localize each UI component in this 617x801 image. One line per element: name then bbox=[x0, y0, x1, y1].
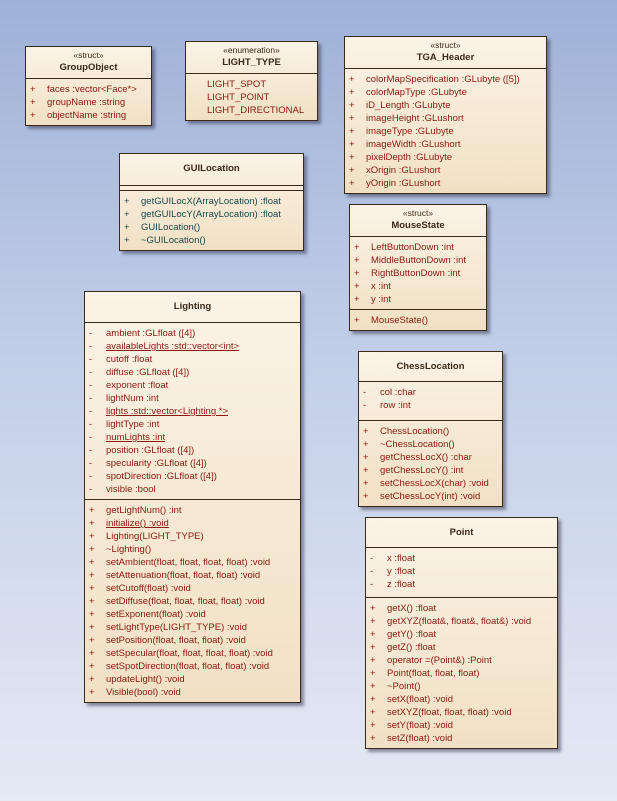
member-row[interactable] bbox=[366, 615, 557, 628]
class-box-mousestate[interactable] bbox=[349, 204, 487, 331]
member-row[interactable] bbox=[85, 595, 300, 608]
visibility-marker: + bbox=[89, 544, 95, 555]
member-row[interactable] bbox=[366, 628, 557, 641]
visibility-marker: + bbox=[30, 97, 36, 108]
member-row[interactable] bbox=[359, 451, 502, 464]
member-row[interactable] bbox=[85, 457, 300, 470]
member-text: ~Lighting() bbox=[106, 544, 152, 555]
visibility-marker: + bbox=[349, 178, 355, 189]
member-text: getX() :float bbox=[387, 603, 437, 614]
member-text: ambient :GLfloat ([4]) bbox=[106, 328, 196, 339]
visibility-marker: + bbox=[370, 655, 376, 666]
member-row[interactable] bbox=[359, 490, 502, 503]
attributes-section bbox=[366, 547, 557, 597]
member-text: setCutoff(float) :void bbox=[106, 583, 191, 594]
member-text: setPosition(float, float, float) :void bbox=[106, 635, 246, 646]
visibility-marker: + bbox=[354, 294, 360, 305]
member-row[interactable] bbox=[85, 444, 300, 457]
member-row[interactable] bbox=[366, 578, 557, 591]
class-name: GroupObject bbox=[59, 62, 118, 73]
visibility-marker: + bbox=[89, 635, 95, 646]
member-text: objectName :string bbox=[47, 110, 127, 121]
member-row[interactable] bbox=[120, 195, 303, 208]
visibility-marker: - bbox=[89, 471, 93, 482]
class-box-lighting[interactable] bbox=[84, 291, 301, 703]
visibility-marker: + bbox=[370, 603, 376, 614]
visibility-marker: + bbox=[124, 196, 130, 207]
member-text: LeftButtonDown :int bbox=[371, 242, 454, 253]
member-text: operator =(Point&) :Point bbox=[387, 655, 492, 666]
member-row[interactable] bbox=[85, 392, 300, 405]
member-row[interactable] bbox=[85, 608, 300, 621]
operations-section bbox=[350, 309, 486, 330]
class-header bbox=[85, 292, 300, 322]
member-text: initialize() :void bbox=[106, 518, 169, 529]
visibility-marker: - bbox=[89, 406, 93, 417]
member-text: numLights :int bbox=[106, 432, 166, 443]
visibility-marker: + bbox=[349, 126, 355, 137]
member-text: updateLight() :void bbox=[106, 674, 185, 685]
operations-section bbox=[120, 190, 303, 250]
member-text: getLightNum() :int bbox=[106, 505, 182, 516]
attributes-section bbox=[85, 322, 300, 499]
visibility-marker: + bbox=[370, 681, 376, 692]
member-text: xOrigin :GLushort bbox=[366, 165, 441, 176]
member-row[interactable] bbox=[85, 431, 300, 444]
class-header bbox=[186, 42, 317, 73]
member-row[interactable] bbox=[85, 621, 300, 634]
visibility-marker: - bbox=[89, 419, 93, 430]
enum-literal[interactable]: LIGHT_SPOT bbox=[207, 79, 267, 90]
member-text: getXYZ(float&, float&, float&) :void bbox=[387, 616, 532, 627]
member-text: setZ(float) :void bbox=[387, 733, 453, 744]
member-text: ChessLocation() bbox=[380, 426, 450, 437]
member-text: getGUILocX(ArrayLocation) :float bbox=[141, 196, 281, 207]
class-header bbox=[359, 352, 502, 381]
class-header bbox=[366, 518, 557, 547]
visibility-marker: + bbox=[349, 87, 355, 98]
member-row[interactable] bbox=[85, 405, 300, 418]
attributes-section bbox=[350, 236, 486, 309]
member-row[interactable] bbox=[366, 602, 557, 615]
visibility-marker: - bbox=[89, 341, 93, 352]
member-text: imageWidth :GLushort bbox=[366, 139, 461, 150]
visibility-marker: + bbox=[89, 596, 95, 607]
member-text: setDiffuse(float, float, float, float) :void bbox=[106, 596, 265, 607]
member-row[interactable] bbox=[26, 109, 151, 122]
member-row[interactable] bbox=[85, 340, 300, 353]
class-name: GUILocation bbox=[183, 163, 240, 174]
visibility-marker: + bbox=[349, 152, 355, 163]
visibility-marker: + bbox=[370, 720, 376, 731]
member-text: Visible(bool) :void bbox=[106, 687, 181, 698]
member-row[interactable] bbox=[120, 208, 303, 221]
member-row[interactable] bbox=[366, 680, 557, 693]
visibility-marker: + bbox=[354, 255, 360, 266]
visibility-marker: + bbox=[89, 609, 95, 620]
member-row[interactable] bbox=[26, 96, 151, 109]
member-row[interactable] bbox=[85, 556, 300, 569]
member-row[interactable] bbox=[85, 686, 300, 699]
member-row[interactable] bbox=[345, 125, 546, 138]
member-row[interactable] bbox=[350, 280, 486, 293]
member-row[interactable] bbox=[85, 470, 300, 483]
member-text: imageType :GLubyte bbox=[366, 126, 454, 137]
visibility-marker: - bbox=[89, 393, 93, 404]
member-row[interactable] bbox=[120, 234, 303, 247]
visibility-marker: + bbox=[370, 733, 376, 744]
visibility-marker: - bbox=[89, 367, 93, 378]
member-text: position :GLfloat ([4]) bbox=[106, 445, 195, 456]
member-text: setX(float) :void bbox=[387, 694, 453, 705]
member-row[interactable] bbox=[366, 641, 557, 654]
visibility-marker: + bbox=[363, 465, 369, 476]
visibility-marker: + bbox=[89, 531, 95, 542]
visibility-marker: + bbox=[89, 661, 95, 672]
member-row[interactable] bbox=[85, 366, 300, 379]
member-row[interactable] bbox=[345, 151, 546, 164]
visibility-marker: - bbox=[89, 354, 93, 365]
visibility-marker: - bbox=[370, 566, 374, 577]
member-text: cutoff :float bbox=[106, 354, 153, 365]
member-text: colorMapSpecification :GLubyte ([5]) bbox=[366, 74, 520, 85]
member-text: ~Point() bbox=[387, 681, 421, 692]
member-row[interactable] bbox=[85, 647, 300, 660]
member-text: setChessLocX(char) :void bbox=[380, 478, 489, 489]
member-text: col :char bbox=[380, 387, 416, 398]
member-text: z :float bbox=[387, 579, 415, 590]
visibility-marker: - bbox=[89, 380, 93, 391]
member-text: colorMapType :GLubyte bbox=[366, 87, 467, 98]
member-row[interactable] bbox=[359, 425, 502, 438]
member-row[interactable] bbox=[345, 73, 546, 86]
visibility-marker: - bbox=[89, 458, 93, 469]
member-row[interactable] bbox=[85, 517, 300, 530]
class-name: Lighting bbox=[173, 301, 212, 312]
member-row[interactable] bbox=[345, 177, 546, 190]
visibility-marker: + bbox=[370, 616, 376, 627]
visibility-marker: - bbox=[370, 579, 374, 590]
member-text: RightButtonDown :int bbox=[371, 268, 461, 279]
visibility-marker: + bbox=[89, 674, 95, 685]
visibility-marker: + bbox=[30, 110, 36, 121]
visibility-marker: + bbox=[89, 622, 95, 633]
member-text: setSpecular(float, float, float, float) :void bbox=[106, 648, 273, 659]
member-row[interactable] bbox=[359, 399, 502, 412]
member-row[interactable] bbox=[345, 86, 546, 99]
member-text: spotDirection :GLfloat ([4]) bbox=[106, 471, 217, 482]
member-text: specularity :GLfloat ([4]) bbox=[106, 458, 207, 469]
member-row[interactable] bbox=[350, 314, 486, 327]
visibility-marker: + bbox=[354, 242, 360, 253]
visibility-marker: + bbox=[363, 426, 369, 437]
member-text: row :int bbox=[380, 400, 411, 411]
visibility-marker: - bbox=[89, 432, 93, 443]
member-row[interactable] bbox=[345, 112, 546, 125]
class-name: MouseState bbox=[391, 220, 445, 231]
member-row[interactable] bbox=[350, 254, 486, 267]
attributes-section bbox=[345, 68, 546, 193]
class-header bbox=[26, 47, 151, 78]
member-text: lights :std::vector<Lighting *> bbox=[106, 406, 228, 417]
visibility-marker: + bbox=[89, 687, 95, 698]
member-text: diffuse :GLfloat ([4]) bbox=[106, 367, 190, 378]
visibility-marker: + bbox=[370, 694, 376, 705]
member-text: getChessLocX() :char bbox=[380, 452, 472, 463]
member-text: lightNum :int bbox=[106, 393, 159, 404]
visibility-marker: + bbox=[89, 505, 95, 516]
member-row[interactable] bbox=[366, 693, 557, 706]
attributes-section bbox=[359, 381, 502, 420]
class-name: LIGHT_TYPE bbox=[222, 57, 281, 68]
enum-literal[interactable]: LIGHT_POINT bbox=[207, 92, 270, 103]
visibility-marker: + bbox=[89, 583, 95, 594]
member-row[interactable] bbox=[85, 582, 300, 595]
member-text: iD_Length :GLubyte bbox=[366, 100, 451, 111]
member-row[interactable] bbox=[85, 379, 300, 392]
member-row[interactable] bbox=[366, 732, 557, 745]
member-row[interactable] bbox=[120, 221, 303, 234]
member-text: GUILocation() bbox=[141, 222, 201, 233]
visibility-marker: + bbox=[354, 315, 360, 326]
member-text: y :int bbox=[371, 294, 392, 305]
member-row[interactable] bbox=[350, 293, 486, 306]
member-text: getGUILocY(ArrayLocation) :float bbox=[141, 209, 281, 220]
visibility-marker: + bbox=[349, 100, 355, 111]
class-name: TGA_Header bbox=[416, 52, 475, 63]
operations-section bbox=[359, 420, 502, 506]
member-text: Lighting(LIGHT_TYPE) bbox=[106, 531, 204, 542]
member-row[interactable] bbox=[85, 660, 300, 673]
visibility-marker: + bbox=[363, 491, 369, 502]
member-row[interactable] bbox=[366, 565, 557, 578]
enum-literal[interactable]: LIGHT_DIRECTIONAL bbox=[207, 105, 305, 116]
member-text: Point(float, float, float) bbox=[387, 668, 480, 679]
visibility-marker: + bbox=[370, 642, 376, 653]
member-text: setXYZ(float, float, float) :void bbox=[387, 707, 512, 718]
member-text: x :int bbox=[371, 281, 392, 292]
member-text: ~GUILocation() bbox=[141, 235, 206, 246]
member-row[interactable] bbox=[366, 552, 557, 565]
visibility-marker: + bbox=[363, 478, 369, 489]
class-box-tga-header[interactable] bbox=[344, 36, 547, 194]
visibility-marker: + bbox=[370, 629, 376, 640]
class-box-chesslocation[interactable] bbox=[358, 351, 503, 507]
visibility-marker: - bbox=[89, 484, 93, 495]
visibility-marker: + bbox=[124, 209, 130, 220]
member-row[interactable] bbox=[359, 477, 502, 490]
class-header bbox=[350, 205, 486, 236]
member-text: faces :vector<Face*> bbox=[47, 84, 137, 95]
visibility-marker: - bbox=[363, 387, 367, 398]
visibility-marker: + bbox=[89, 518, 95, 529]
member-row[interactable] bbox=[85, 673, 300, 686]
visibility-marker: + bbox=[89, 570, 95, 581]
visibility-marker: + bbox=[89, 648, 95, 659]
operations-section bbox=[85, 499, 300, 702]
member-text: setChessLocY(int) :void bbox=[380, 491, 481, 502]
class-stereotype: «struct» bbox=[402, 208, 434, 218]
member-text: MouseState() bbox=[371, 315, 429, 326]
class-stereotype: «struct» bbox=[73, 50, 104, 60]
member-row[interactable] bbox=[85, 543, 300, 556]
visibility-marker: + bbox=[370, 668, 376, 679]
class-name: Point bbox=[449, 527, 474, 538]
member-text: yOrigin :GLushort bbox=[366, 178, 441, 189]
visibility-marker: + bbox=[30, 84, 36, 95]
visibility-marker: - bbox=[89, 445, 93, 456]
visibility-marker: + bbox=[349, 165, 355, 176]
visibility-marker: - bbox=[89, 328, 93, 339]
visibility-marker: + bbox=[363, 439, 369, 450]
member-row[interactable] bbox=[85, 634, 300, 647]
member-text: setAmbient(float, float, float, float) :void bbox=[106, 557, 271, 568]
member-text: visible :bool bbox=[106, 484, 156, 495]
member-text: setLightType(LIGHT_TYPE) :void bbox=[106, 622, 247, 633]
member-row[interactable] bbox=[85, 327, 300, 340]
member-text: exponent :float bbox=[106, 380, 169, 391]
member-text: setAttenuation(float, float, float) :void bbox=[106, 570, 261, 581]
class-box-light-type[interactable] bbox=[185, 41, 318, 121]
operations-section bbox=[366, 597, 557, 748]
visibility-marker: + bbox=[363, 452, 369, 463]
member-text: imageHeight :GLushort bbox=[366, 113, 464, 124]
member-text: y :float bbox=[387, 566, 415, 577]
member-row[interactable] bbox=[85, 504, 300, 517]
member-text: getY() :float bbox=[387, 629, 437, 640]
member-row[interactable] bbox=[345, 99, 546, 112]
member-text: setY(float) :void bbox=[387, 720, 453, 731]
member-text: getChessLocY() :int bbox=[380, 465, 464, 476]
member-text: getZ() :float bbox=[387, 642, 436, 653]
class-header bbox=[345, 37, 546, 68]
class-name: ChessLocation bbox=[396, 361, 465, 372]
member-row[interactable] bbox=[359, 386, 502, 399]
member-row[interactable] bbox=[85, 353, 300, 366]
class-stereotype: «enumeration» bbox=[223, 45, 280, 55]
visibility-marker: - bbox=[370, 553, 374, 564]
member-text: MiddleButtonDown :int bbox=[371, 255, 467, 266]
member-row[interactable] bbox=[85, 530, 300, 543]
member-row[interactable] bbox=[26, 83, 151, 96]
member-text: setSpotDirection(float, float, float) :void bbox=[106, 661, 270, 672]
visibility-marker: + bbox=[349, 74, 355, 85]
class-box-guilocation[interactable] bbox=[119, 153, 304, 251]
member-text: lightType :int bbox=[106, 419, 160, 430]
member-row[interactable] bbox=[366, 706, 557, 719]
member-text: setExponent(float) :void bbox=[106, 609, 206, 620]
class-header bbox=[120, 154, 303, 185]
member-row[interactable] bbox=[366, 667, 557, 680]
visibility-marker: + bbox=[349, 113, 355, 124]
member-row[interactable] bbox=[366, 719, 557, 732]
member-text: ~ChessLocation() bbox=[380, 439, 455, 450]
visibility-marker: + bbox=[124, 235, 130, 246]
member-row[interactable] bbox=[350, 241, 486, 254]
member-text: groupName :string bbox=[47, 97, 126, 108]
member-row[interactable] bbox=[85, 418, 300, 431]
member-row[interactable] bbox=[359, 438, 502, 451]
visibility-marker: + bbox=[354, 268, 360, 279]
visibility-marker: + bbox=[89, 557, 95, 568]
member-row[interactable] bbox=[366, 654, 557, 667]
class-box-groupobject[interactable] bbox=[25, 46, 152, 126]
visibility-marker: + bbox=[124, 222, 130, 233]
member-row[interactable] bbox=[345, 138, 546, 151]
visibility-marker: + bbox=[354, 281, 360, 292]
visibility-marker: + bbox=[349, 139, 355, 150]
visibility-marker: + bbox=[370, 707, 376, 718]
attributes-section bbox=[26, 78, 151, 125]
literals-section bbox=[186, 73, 317, 120]
member-row[interactable] bbox=[85, 569, 300, 582]
member-text: pixelDepth :GLubyte bbox=[366, 152, 453, 163]
member-row[interactable] bbox=[85, 483, 300, 496]
member-row[interactable] bbox=[345, 164, 546, 177]
member-row[interactable] bbox=[350, 267, 486, 280]
class-stereotype: «struct» bbox=[430, 40, 461, 50]
visibility-marker: - bbox=[363, 400, 367, 411]
class-box-point[interactable] bbox=[365, 517, 558, 749]
member-text: x :float bbox=[387, 553, 415, 564]
member-text: availableLights :std::vector<int> bbox=[106, 341, 240, 352]
member-row[interactable] bbox=[359, 464, 502, 477]
